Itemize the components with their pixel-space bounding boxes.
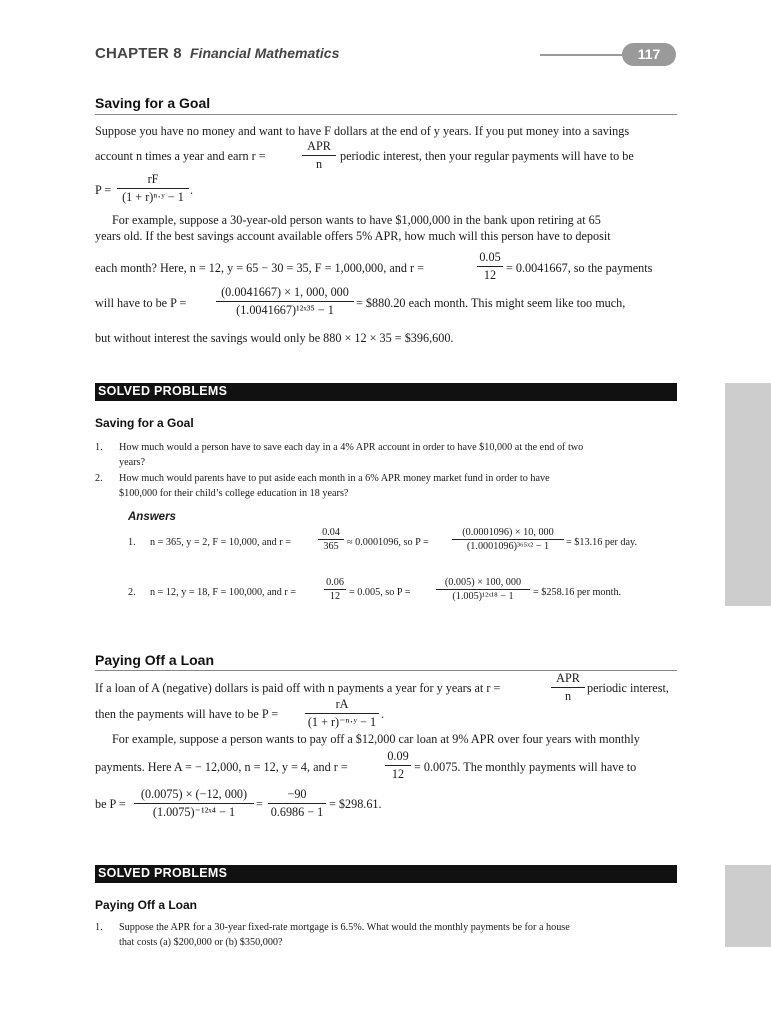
denominator: 365 (323, 541, 339, 552)
numerator: 0.06 (324, 577, 346, 590)
chapter-label: CHAPTER 8 (95, 45, 182, 62)
paragraph-line: For example, suppose a 30-year-old person wants to have $1,000,000 in the bank upon retiring at 65 (112, 213, 601, 227)
solved-problems-banner (95, 383, 677, 401)
section-title-loan: Paying Off a Loan (95, 652, 215, 668)
fraction-daily-rate (318, 527, 344, 552)
denominator: n (315, 157, 323, 171)
denominator: (1.0001096)³⁶⁵ˣ² − 1 (466, 541, 550, 552)
section-title-saving: Saving for a Goal (95, 95, 211, 111)
numerator: −90 (268, 787, 326, 804)
denominator: 0.6986 − 1 (270, 805, 324, 819)
problem-set-title: Paying Off a Loan (95, 898, 198, 912)
denominator: (1 + r)⁻ⁿ·ʸ − 1 (307, 715, 377, 729)
numerator: 0.04 (318, 527, 344, 540)
fraction-loan-example (134, 787, 254, 820)
numerator: APR (302, 139, 336, 156)
paragraph-line: but without interest the savings would only be 880 × 12 × 35 = $396,600. (95, 331, 454, 345)
paragraph-line: periodic interest, (587, 681, 669, 695)
margin-tab-lower (725, 865, 771, 947)
section-rule (95, 114, 677, 115)
problem-number: 1. (95, 922, 103, 933)
answers-label: Answers (128, 511, 176, 523)
punctuation: . (190, 183, 194, 197)
numerator: (0.0075) × (−12, 000) (134, 787, 254, 804)
problem-text: $100,000 for their child’s college education in 18 years? (119, 488, 349, 499)
answer-text: n = 12, y = 18, F = 100,000, and r = (150, 587, 297, 598)
problem-text: Suppose the APR for a 30-year fixed-rate mortgage is 6.5%. What would the monthly payments be for a house (119, 922, 570, 933)
formula-label: P = (95, 183, 112, 197)
problem-text: How much would parents have to put aside each month in a 6% APR money market fund in order to have (119, 473, 550, 484)
answer-text: = $258.16 per month. (533, 587, 622, 598)
problem-text: How much would a person have to save each day in a 4% APR account in order to have $10,000 at the end of two (119, 442, 584, 453)
numerator: rA (305, 697, 379, 714)
fraction-savings-formula (117, 172, 189, 205)
fraction-rate (385, 749, 411, 782)
paragraph-line: then the payments will have to be P = (95, 707, 279, 721)
paragraph-line: If a loan of A (negative) dollars is paid off with n payments a year for y years at r = (95, 681, 501, 695)
paragraph-line: account n times a year and earn r = (95, 149, 266, 163)
problem-number: 2. (95, 473, 103, 484)
fraction-loan-simplified (268, 787, 326, 820)
denominator: (1 + r)ⁿ·ʸ − 1 (122, 190, 184, 204)
answer-text: = 0.005, so P = (349, 587, 411, 598)
numerator: 0.09 (385, 749, 411, 766)
fraction-example-payment (216, 285, 354, 318)
denominator: 12 (391, 767, 405, 781)
denominator: 12 (483, 268, 497, 282)
fraction-rate (477, 250, 503, 283)
numerator: APR (551, 671, 585, 688)
chapter-subject: Financial Mathematics (190, 45, 340, 61)
problem-set-title: Saving for a Goal (95, 416, 194, 430)
header-rule (540, 54, 630, 56)
paragraph-line: years old. If the best savings account available offers 5% APR, how much will this person have to deposit (95, 229, 611, 243)
paragraph-line: = 0.0041667, so the payments (506, 261, 653, 275)
denominator: (1.0075)⁻¹²ˣ⁴ − 1 (152, 805, 236, 819)
paragraph-line: will have to be P = (95, 296, 187, 310)
answer-text: = $13.16 per day. (566, 537, 638, 548)
paragraph-line: periodic interest, then your regular payments will have to be (340, 149, 634, 163)
formula-label: be P = (95, 797, 126, 811)
paragraph-line: payments. Here A = − 12,000, n = 12, y = 4, and r = (95, 760, 348, 774)
numerator: (0.0001096) × 10, 000 (452, 527, 564, 540)
paragraph-line: each month? Here, n = 12, y = 65 − 30 = 35, F = 1,000,000, and r = (95, 261, 424, 275)
paragraph-line: Suppose you have no money and want to have F dollars at the end of y years. If you put money into a savings (95, 124, 630, 138)
numerator: (0.005) × 100, 000 (436, 577, 530, 590)
numerator: (0.0041667) × 1, 000, 000 (216, 285, 354, 302)
denominator: (1.0041667)¹²ˣ³⁵ − 1 (236, 303, 334, 317)
equals-sign: = (256, 797, 263, 811)
problem-text: that costs (a) $200,000 or (b) $350,000? (119, 937, 283, 948)
fraction-apr-over-n (302, 139, 336, 172)
punctuation: . (381, 707, 385, 721)
answer-text: ≈ 0.0001096, so P = (347, 537, 429, 548)
answer-number: 2. (128, 587, 136, 598)
numerator: rF (117, 172, 189, 189)
fraction-daily-payment (452, 527, 564, 552)
paragraph-line: For example, suppose a person wants to pay off a $12,000 car loan at 9% APR over four years with monthly (112, 732, 640, 746)
problem-text: years? (119, 457, 146, 468)
denominator: n (564, 689, 572, 703)
fraction-apr-over-n (551, 671, 585, 704)
answer-number: 1. (128, 537, 136, 548)
banner-label: SOLVED PROBLEMS (98, 866, 228, 880)
paragraph-line: = 0.0075. The monthly payments will have to (414, 760, 637, 774)
banner-label: SOLVED PROBLEMS (98, 384, 228, 398)
answer-text: n = 365, y = 2, F = 10,000, and r = (150, 537, 291, 548)
solved-problems-banner (95, 865, 677, 883)
denominator: (1.005)¹²ˣ¹⁸ − 1 (452, 591, 514, 602)
fraction-monthly-rate (324, 577, 346, 602)
denominator: 12 (329, 591, 341, 602)
paragraph-line: = $298.61. (329, 797, 382, 811)
fraction-monthly-payment (436, 577, 530, 602)
fraction-loan-formula (305, 697, 379, 730)
numerator: 0.05 (477, 250, 503, 267)
section-rule (95, 670, 677, 671)
margin-tab-upper (725, 383, 771, 606)
problem-number: 1. (95, 442, 103, 453)
paragraph-line: = $880.20 each month. This might seem like too much, (356, 296, 626, 310)
page-number-badge: 117 (622, 43, 676, 66)
